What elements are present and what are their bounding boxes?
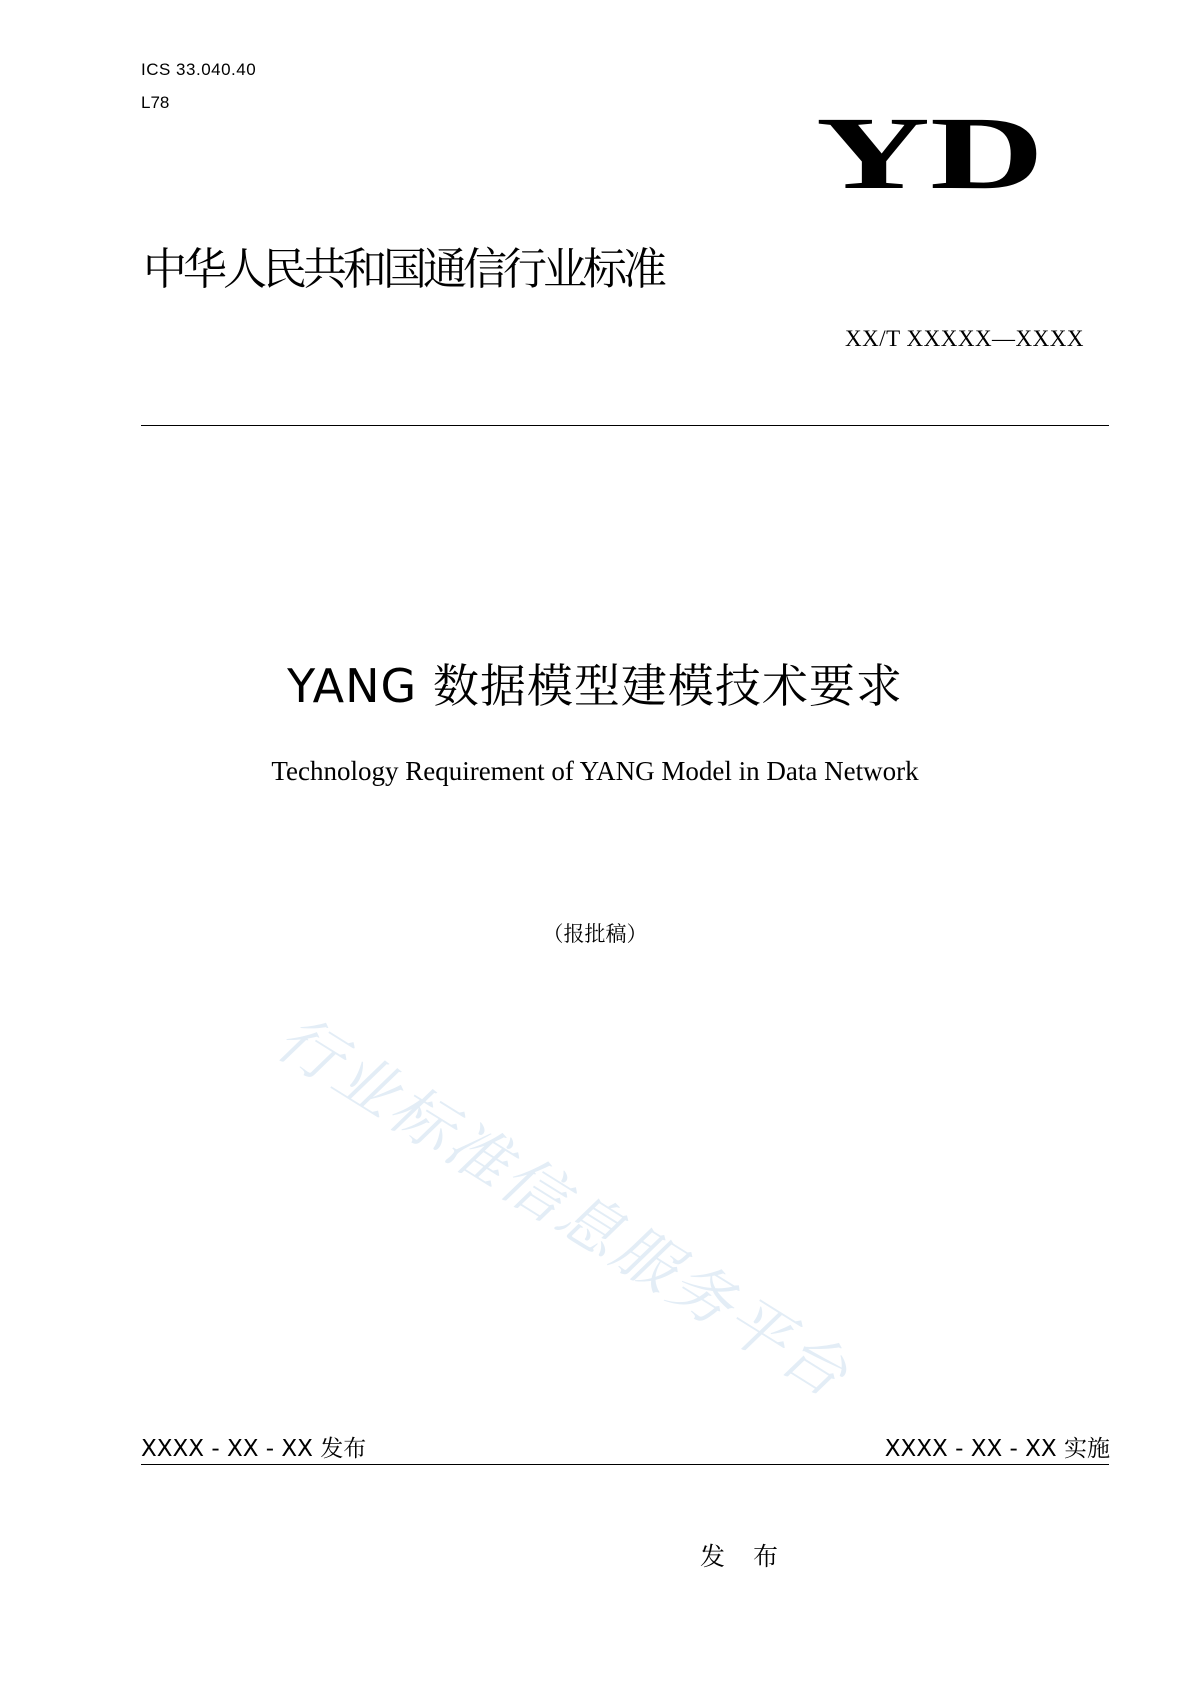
effective-date: XXXX - XX - XX 实施 (884, 1436, 1110, 1462)
document-subtitle: Technology Requirement of YANG Model in Data Network (271, 756, 919, 786)
publish-date: XXXX - XX - XX 发布 (141, 1436, 367, 1462)
ics-code: ICS 33.040.40 (141, 60, 257, 79)
footer-divider (141, 1464, 1109, 1465)
standard-title: 中华人民共和国通信行业标准 (143, 244, 663, 295)
issuer-label: 发 布 (700, 1542, 788, 1571)
standard-code: XX/T XXXXX—XXXX (845, 326, 1084, 351)
document-title: YANG 数据模型建模技术要求 (287, 659, 903, 713)
header-divider (141, 425, 1109, 426)
draft-stage: （报批稿） (542, 922, 648, 946)
yd-logo (810, 100, 1050, 200)
watermark: 行业标准信息服务平台 (264, 1001, 863, 1413)
logo-text: YD (816, 100, 1044, 200)
classification-code: L78 (141, 93, 170, 112)
